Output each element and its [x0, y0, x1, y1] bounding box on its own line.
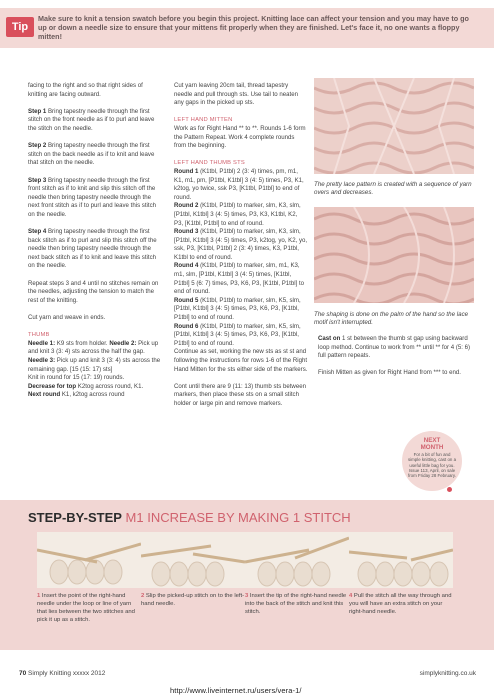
end-dot [447, 487, 452, 492]
count-text: Cont until there are 9 (11: 13) thumb sts between markers, then place these sts on a small stitch holder or large pin and remove markers. [174, 382, 306, 407]
round-2-label: Round 2 [174, 202, 199, 210]
round-1-label: Round 1 [174, 167, 199, 175]
step-4-text: Bring tapestry needle through the first back stitch as if to purl and slip this stitch off the needle then bring tapestry needle through the next back stitch as if to knit and leave this stitch on the needle. [28, 228, 157, 270]
footer-page-info [19, 670, 105, 677]
step-2-instruction: Slip the picked-up stitch on to the left-hand needle. [141, 593, 245, 607]
needle-1-text: K9 sts from holder. [55, 339, 110, 347]
round-2-text: (K1tbl, P1tbl) to marker, slm, K3, slm, [P1tbl, K1tbl] 3 (4: 5) times, P3, K3, K1tbl, K2, P3, [K1tbl, P1tbl] to end of round. [174, 202, 301, 227]
page-number: 70 [19, 670, 27, 677]
step-by-step-panel [0, 500, 494, 650]
round-3-label: Round 3 [174, 228, 199, 236]
left-mitten-text: Work as for Right Hand ** to **. Rounds 1-6 form the Pattern Repeat. Work 4 complete rounds from the beginning. [174, 124, 306, 150]
next-round-text: K1, k2tog across round [60, 391, 125, 399]
pattern-column-2 [174, 82, 308, 417]
step-1 [37, 532, 141, 624]
needle-1-label: Needle 1: [28, 339, 56, 347]
cut-text: Cut yarn and weave in ends. [28, 314, 106, 322]
next-month-title-line-2: MONTH [420, 443, 444, 451]
continue-text: Continue as set, working the new sts as st st and following the instructions for rows 1-6 of the Right Hand Mitten for the sts either side of the markers. [174, 348, 308, 373]
round-5-text: (K1tbl, P1tbl) to marker, slm, K5, slm, [P1tbl, K1tbl] 3 (4: 5) times, P3, K6, P3, [K1tbl, P1tbl] to end of round. [174, 296, 301, 322]
step-2-number: 2 [141, 593, 145, 599]
step-2-photo [141, 532, 245, 588]
step-1-text: Bring tapestry needle through the first stitch on the front needle as if to purl and leave the stitch on the needle. [28, 107, 155, 132]
step-4 [349, 532, 453, 616]
step-4-photo [349, 532, 453, 588]
knit-round-text: Knit in round for 15 (17: 19) rounds. [28, 374, 125, 382]
step-3-caption [245, 592, 349, 616]
round-4-paragraph [174, 262, 308, 296]
cast-on-label: Cast on [318, 335, 341, 342]
step-by-step-title-suffix: M1 INCREASE BY MAKING 1 STITCH [121, 510, 351, 525]
step-4-number: 4 [349, 593, 353, 599]
needle-2-text: Pick up and knit 3 (3: 4) sts across the half the gap. [28, 339, 159, 356]
pattern-column-1 [28, 82, 163, 400]
step-3-instruction: Insert the tip of the right-hand needle into the back of the stitch and knit this stitch. [245, 593, 347, 615]
step-by-step-title-prefix: STEP-BY-STEP [28, 510, 122, 525]
step-3-paragraph [28, 177, 163, 220]
step-2-caption [141, 592, 245, 608]
next-month-title-line-1: NEXT [423, 437, 441, 444]
step-1-label: Step 1 [28, 107, 47, 115]
thumb-heading: THUMB [28, 332, 50, 339]
intro-text: facing to the right and so that right sides of knitting are facing outward. [28, 82, 143, 98]
step-3-label: Step 3 [28, 176, 47, 184]
round-6-paragraph [174, 323, 308, 349]
round-5-paragraph [174, 297, 308, 323]
finish-text: Finish Mitten as given for Right Hand from *** to end. [318, 369, 461, 377]
round-4-label: Round 4 [174, 262, 199, 270]
lace-photo-caption: The pretty lace pattern is created with a sequence of yarn overs and decreases. [314, 181, 472, 197]
round-6-text: (K1tbl, P1tbl) to marker, slm, K5, slm, [P1tbl, K1tbl] 3 (4: 5) times, P3, K6, P3, [K1tbl, P1tbl] to end of round. [174, 322, 301, 347]
decrease-text: K2tog across round, K1. [76, 382, 144, 390]
needle-3-text: Pick up and knit 3 (3: 4) sts across the remaining gap. [15 (15: 17) sts] [28, 357, 161, 373]
tip-text: Make sure to knit a tension swatch before you begin this project. Knitting lace can affect your tension and you may have to go up or down a needle size to ensure that your mittens fit properly when they are finished. Let's face it, no one wants a floppy mitten! [38, 14, 469, 42]
watermark-url: http://www.liveinternet.ru/users/vera-1/ [170, 686, 302, 695]
tip-badge: Tip [6, 17, 34, 37]
round-1-paragraph [174, 168, 308, 202]
step-4-instruction: Pull the stitch all the way through and you will have an extra stitch on your right-hand needle. [349, 593, 452, 615]
step-2-label: Step 2 [28, 142, 47, 150]
decrease-label: Decrease for top [28, 382, 77, 390]
next-round-label: Next round [28, 391, 61, 399]
needles-paragraph [28, 340, 163, 374]
round-1-text: (K1tbl, P1tbl) 2 (3: 4) times, pm, m1, K1, m1, pm, [P1tbl, K1tbl] 3 (4: 5) times, P3, K1, k2tog, yo twice, ssk P3, [K1tbl, P1tbl] to end of round. [174, 167, 304, 201]
magazine-issue: Simply Knitting xxxxx 2012 [26, 670, 106, 677]
step-1-number: 1 [37, 593, 41, 599]
step-2-paragraph [28, 142, 163, 168]
next-month-title [402, 438, 462, 451]
tip-banner [0, 8, 494, 48]
repeat-text: Repeat steps 3 and 4 until no stitches remain on the needles, adjusting the tension to match the rest of the knitting. [28, 279, 159, 304]
step-1-paragraph [28, 108, 163, 134]
pattern-column-3 [318, 335, 478, 387]
round-3-text: (K1tbl, P1tbl) to marker, slm, K3, slm, [P1tbl, K1tbl] 3 (4: 5) times, P3, k2tog, yo, K2, yo, ssk, P3, [K1tbl, P1tbl] 2 (3: 4) times, K3, P1tbl, K1tbl to end of round. [174, 228, 308, 261]
left-thumb-heading: LEFT HAND THUMB STS [174, 160, 245, 167]
step-by-step-title [28, 510, 351, 526]
cut-yarn-text: Cut yarn leaving 20cm tail, thread tapestry needle and pull through sts. Use tail to neaten any gaps in the picked up sts. [174, 82, 298, 107]
step-3-photo [245, 532, 349, 588]
step-4-paragraph [28, 228, 163, 271]
step-3 [245, 532, 349, 616]
next-month-body: For a bit of fun and simple knitting, cast on a useful little bag for you. Issue 113, April, on sale from Friday 28 February. [407, 452, 457, 478]
round-6-label: Round 6 [174, 322, 199, 330]
footer-website[interactable]: simplyknitting.co.uk [419, 670, 476, 677]
cast-on-paragraph [318, 335, 478, 361]
step-2-text: Bring tapestry needle through the first stitch on the back needle as if to knit and leave that stitch on the needle. [28, 142, 155, 167]
palm-shaping-photo [314, 207, 474, 303]
step-1-caption [37, 592, 141, 624]
step-4-caption [349, 592, 453, 616]
cast-on-text: 1 st between the thumb st gap using backward loop method. Continue to work from ** until ** for 4 (5: 6) full pattern repeats. [318, 335, 471, 360]
round-4-text: (K1tbl, P1tbl) to marker, slm, m1, K3, m1, slm, [P1tbl, K1tbl] 3 (4: 5) times, [K1tbl, P1tbl] 5 (6: 7) times, P3, K6, P3, [K1tbl, P1tbl] to end of round. [174, 262, 305, 296]
step-3-number: 3 [245, 593, 249, 599]
needle-2-label: Needle 2: [109, 339, 137, 347]
step-4-label: Step 4 [28, 228, 47, 236]
round-5-label: Round 5 [174, 296, 199, 304]
step-3-text: Bring tapestry needle through the first front stitch as if to knit and slip this stitch off the needle then bring tapestry needle through the next front stitch as if to purl and leave this stitch on the needle. [28, 176, 157, 218]
next-month-badge [402, 431, 462, 491]
round-3-paragraph [174, 228, 308, 262]
round-2-paragraph [174, 202, 308, 228]
decrease-paragraph [28, 383, 163, 392]
next-round-paragraph [28, 391, 163, 400]
needle-3-label: Needle 3: [28, 357, 56, 364]
palm-photo-caption: The shaping is done on the palm of the hand so the lace motif isn't interrupted. [314, 311, 469, 327]
step-2 [141, 532, 245, 608]
step-1-instruction: Insert the point of the right-hand needle under the loop or line of yarn that lies between the two stitches and pick it up as a stitch. [37, 593, 135, 623]
step-1-photo [37, 532, 141, 588]
lace-pattern-photo [314, 78, 474, 174]
left-mitten-heading: LEFT HAND MITTEN [174, 117, 233, 124]
